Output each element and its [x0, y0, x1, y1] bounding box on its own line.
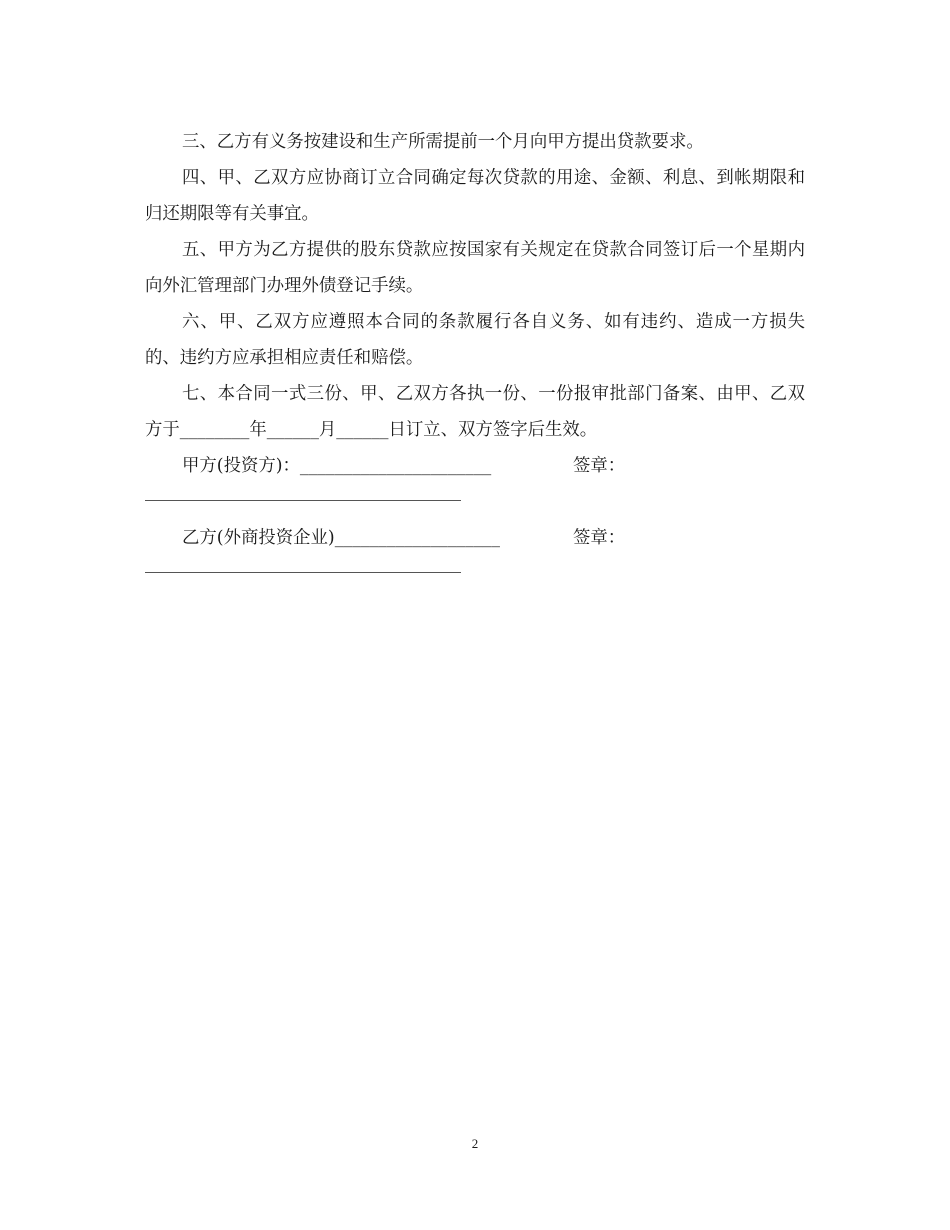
party-a-seal-label: 签章：: [573, 456, 626, 476]
page-number: 2: [471, 1136, 479, 1151]
clause-4: 四、甲、乙双方应协商订立合同确定每次贷款的用途、金额、利息、到帐期限和归还期限等有关事宜。: [145, 168, 805, 224]
contract-body: [145, 124, 805, 592]
clause-5: 五、甲方为乙方提供的股东贷款应按国家有关规定在贷款合同签订后一个星期内向外汇管理部门办理外债登记手续。: [145, 240, 805, 296]
party-a-seal-line-row: [145, 484, 805, 520]
party-b-seal-label: 签章：: [573, 528, 626, 548]
party-b-seal-line: [145, 572, 461, 573]
party-b-label: 乙方(外商投资企业)___________________: [182, 528, 500, 548]
party-a-label: 甲方(投资方)：______________________: [182, 456, 492, 476]
party-b-seal-line-row: [145, 556, 805, 592]
party-a-seal-line: [145, 500, 461, 501]
party-b-signature-row: [145, 520, 805, 556]
clause-7: 七、本合同一式三份、甲、乙双方各执一份、一份报审批部门备案、由甲、乙双方于________年______月______日订立、双方签字后生效。: [145, 384, 805, 440]
clause-6: 六、甲、乙双方应遵照本合同的条款履行各自义务、如有违约、造成一方损失的、违约方应承担相应责任和赔偿。: [145, 312, 805, 368]
clause-3: 三、乙方有义务按建设和生产所需提前一个月向甲方提出贷款要求。: [182, 132, 704, 152]
party-a-signature-row: [145, 448, 805, 484]
